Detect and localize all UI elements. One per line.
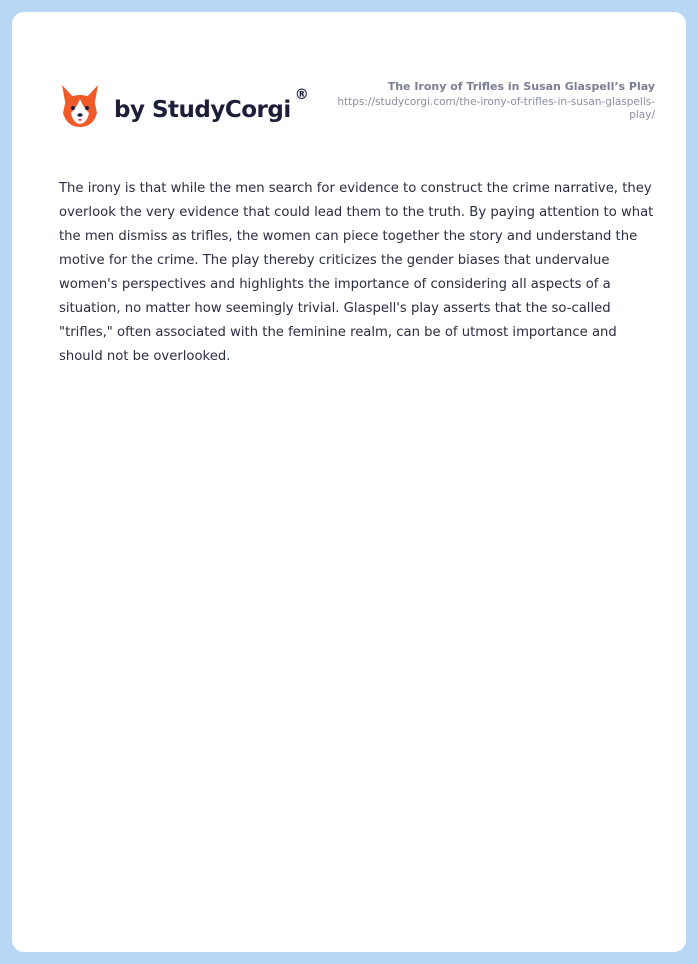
studycorgi-logo[interactable]	[60, 76, 308, 136]
registered-mark: ®	[294, 87, 309, 103]
corgi-icon	[60, 83, 100, 129]
document-url[interactable]: https://studycorgi.com/the-irony-of-trifles-in-susan-glaspells-play/	[337, 96, 655, 121]
document-title: The Irony of Trifles in Susan Glaspell’s Play	[387, 80, 655, 93]
brand-name	[114, 87, 309, 123]
body-paragraph: The irony is that while the men search for evidence to construct the crime narrative, they overlook the very evidence that could lead them to the truth. By paying attention to what the men dismiss as trifles, the women can piece together the story and understand the motive for the crime. The play thereby criticizes the gender biases that undervalue women's perspectives and highlights the importance of considering all aspects of a situation, no matter how seemingly trivial. Glaspell's play asserts that the so-called "trifles," often associated with the feminine realm, can be of utmost importance and should not be overlooked.	[59, 181, 654, 364]
document-page	[12, 12, 686, 952]
brand-name-text: by StudyCorgi	[114, 97, 291, 123]
document-meta	[335, 79, 655, 122]
